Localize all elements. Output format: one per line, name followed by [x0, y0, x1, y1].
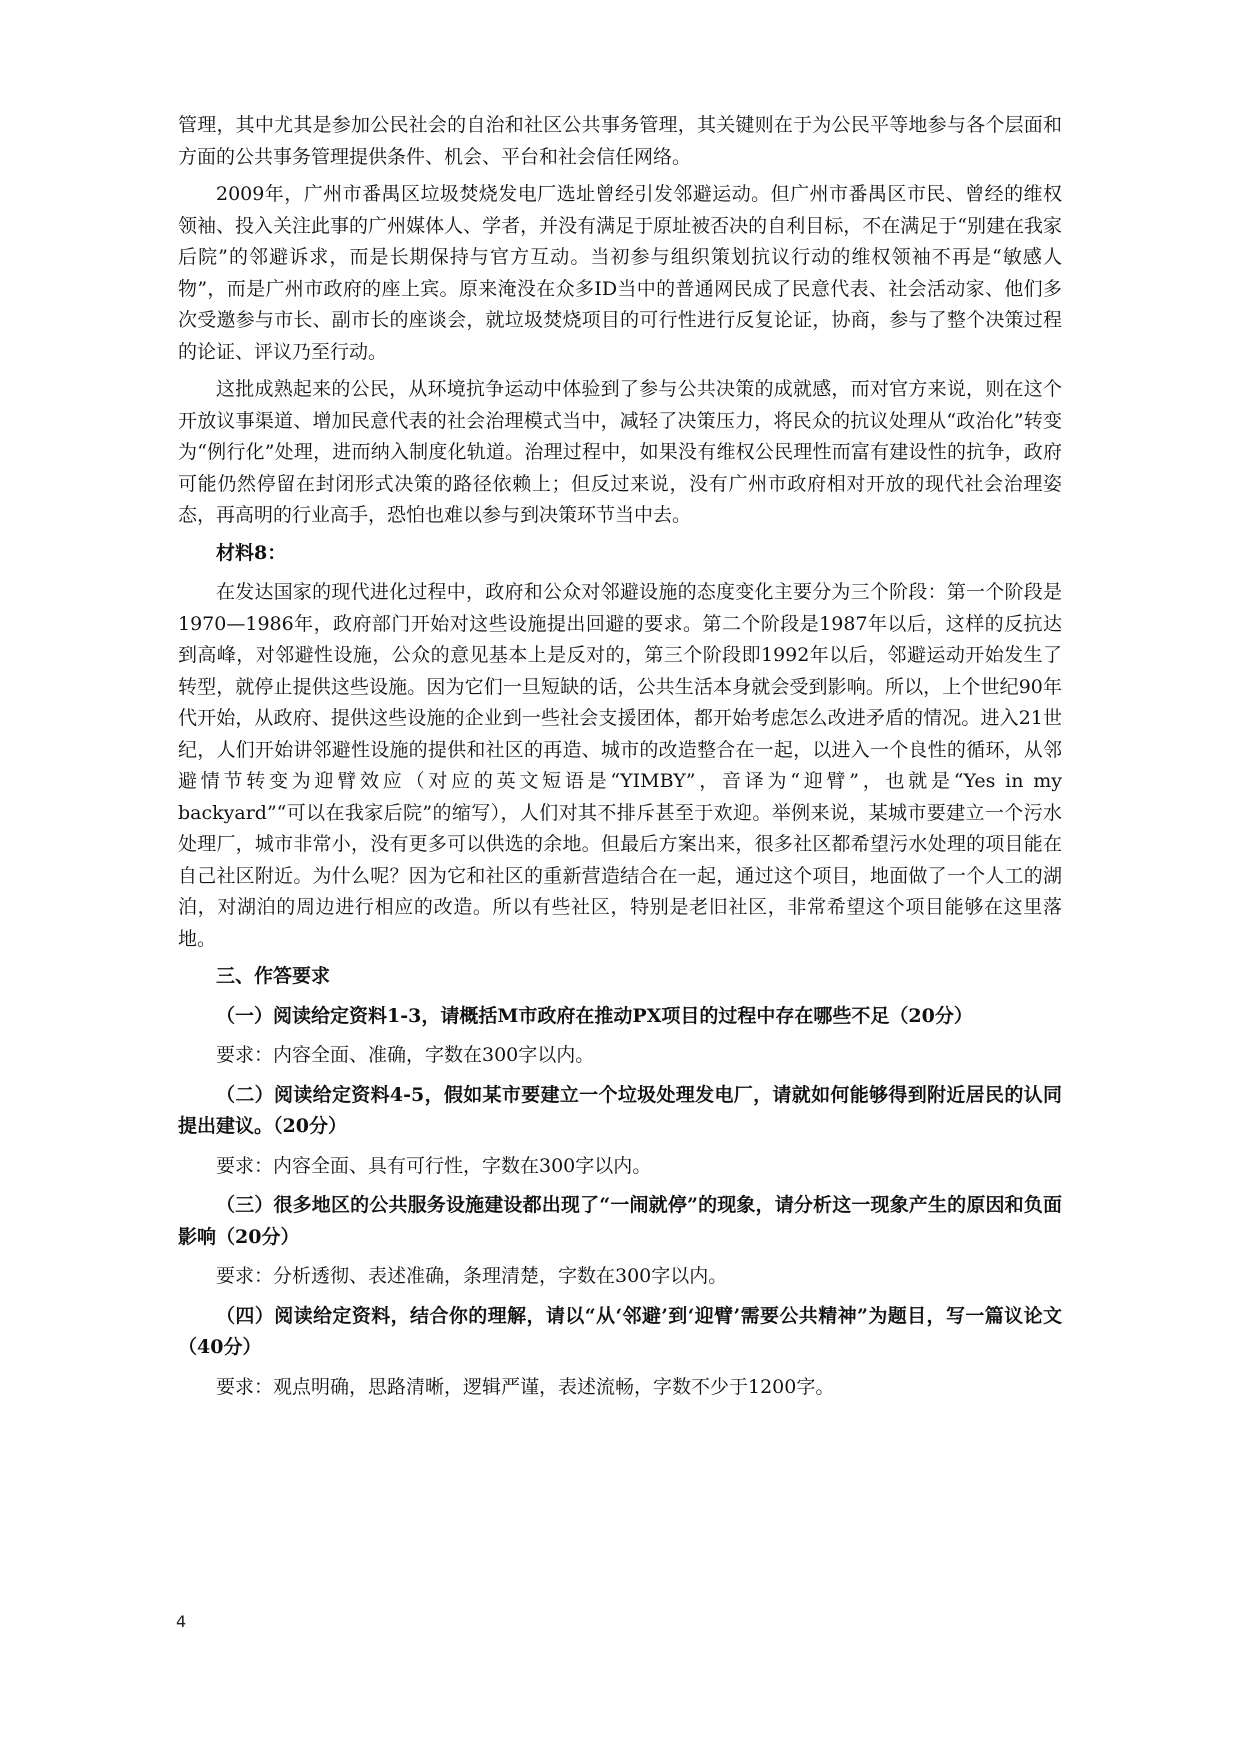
material-8-paragraph: 在发达国家的现代进化过程中，政府和公众对邻避设施的态度变化主要分为三个阶段：第一个阶段是1970—1986年，政府部门开始对这些设施提出回避的要求。第二个阶段是1987年以后，这样的反抗达到高峰，对邻避性设施，公众的意见基本上是反对的，第三个阶段即1992年以后，邻避运动开始发生了转型，就停止提供这些设施。因为它们一旦短缺的话，公共生活本身就会受到影响。所以，上个世纪90年代开始，从政府、提供这些设施的企业到一些社会支援团体，都开始考虑怎么改进矛盾的情况。进入21世纪，人们开始讲邻避性设施的提供和社区的再造、城市的改造整合在一起，以进入一个良性的循环，从邻避情节转变为迎臂效应（对应的英文短语是“YIMBY”，音译为“迎臂”，也就是“Yes in my backyard”“可以在我家后院”的缩写），人们对其不排斥甚至于欢迎。举例来说，某城市要建立一个污水处理厂，城市非常小，没有更多可以供选的余地。但最后方案出来，很多社区都希望污水处理的项目能在自己社区附近。为什么呢？因为它和社区的重新营造结合在一起，通过这个项目，地面做了一个人工的湖泊，对湖泊的周边进行相应的改造。所以有些社区，特别是老旧社区，非常希望这个项目能够在这里落地。: [178, 581, 1062, 950]
page-number: 4: [176, 1612, 187, 1631]
question-4-requirement: 要求：观点明确，思路清晰，逻辑严谨，表述流畅，字数不少于1200字。: [216, 1375, 835, 1398]
question-1-title: （一）阅读给定资料1-3，请概括M市政府在推动PX项目的过程中存在哪些不足（20分）: [216, 1004, 973, 1027]
body-paragraph: 这批成熟起来的公民，从环境抗争运动中体验到了参与公共决策的成就感，而对官方来说，则在这个开放议事渠道、增加民意代表的社会治理模式当中，减轻了决策压力，将民众的抗议处理从“政治化”转变为“例行化”处理，进而纳入制度化轨道。治理过程中，如果没有维权公民理性而富有建设性的抗争，政府可能仍然停留在封闭形式决策的路径依赖上；但反过来说，没有广州市政府相对开放的现代社会治理姿态，再高明的行业高手，恐怕也难以参与到决策环节当中去。: [178, 378, 1062, 526]
section-3-heading: 三、作答要求: [216, 965, 331, 987]
question-3-requirement: 要求：分析透彻、表述准确，条理清楚，字数在300字以内。: [216, 1265, 728, 1287]
body-paragraph: 2009年，广州市番禺区垃圾焚烧发电厂选址曾经引发邻避运动。但广州市番禺区市民、曾经的维权领袖、投入关注此事的广州媒体人、学者，并没有满足于原址被否决的自利目标，不在满足于“别建在我家后院”的邻避诉求，而是长期保持与官方互动。当初参与组织策划抗议行动的维权领袖不再是“敏感人物”，而是广州市政府的座上宾。原来淹没在众多ID当中的普通网民成了民意代表、社会活动家、他们多次受邀参与市长、副市长的座谈会，就垃圾焚烧项目的可行性进行反复论证，协商，参与了整个决策过程的论证、评议乃至行动。: [178, 183, 1062, 363]
body-paragraph: 管理，其中尤其是参加公民社会的自治和社区公共事务管理，其关键则在于为公民平等地参与各个层面和方面的公共事务管理提供条件、机会、平台和社会信任网络。: [178, 114, 1062, 168]
material-8-heading: 材料8：: [216, 541, 287, 564]
question-2-title: （二）阅读给定资料4-5，假如某市要建立一个垃圾处理发电厂，请就如何能够得到附近居民的认同提出建议。（20分）: [178, 1083, 1062, 1137]
question-3-title: （三）很多地区的公共服务设施建设都出现了“一闹就停”的现象，请分析这一现象产生的原因和负面影响（20分）: [178, 1194, 1062, 1248]
question-1-requirement: 要求：内容全面、准确，字数在300字以内。: [216, 1044, 595, 1066]
question-2-requirement: 要求：内容全面、具有可行性，字数在300字以内。: [216, 1154, 652, 1177]
document-body: [178, 110, 1062, 1411]
question-4-title: （四）阅读给定资料，结合你的理解，请以“从‘邻避’到‘迎臂’需要公共精神”为题目，写一篇议论文（40分）: [178, 1304, 1062, 1358]
